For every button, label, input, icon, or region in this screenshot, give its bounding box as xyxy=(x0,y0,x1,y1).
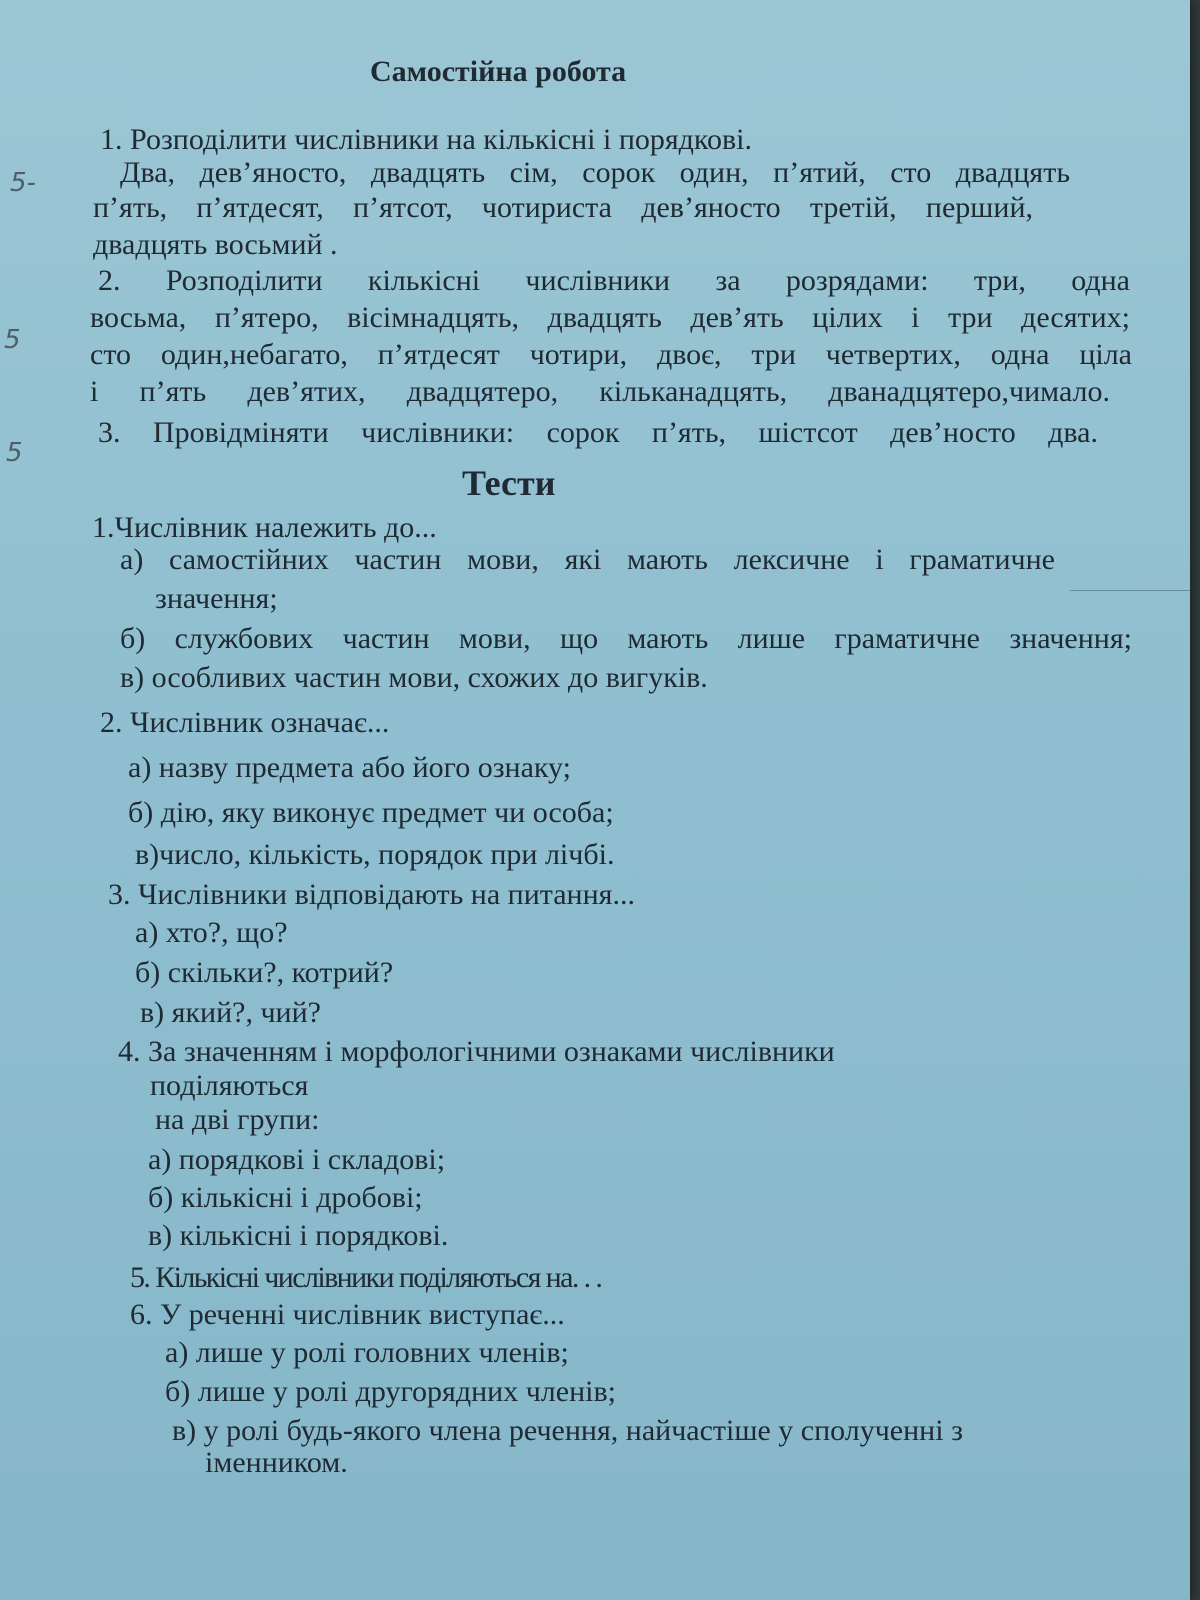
test4-question: 4. За значенням і морфологічними ознаками числівники xyxy=(118,1035,835,1068)
task1-heading: 1. Розподілити числівники на кількісні і порядкові. xyxy=(100,123,752,156)
test4-option-a: а) порядкові і складові; xyxy=(148,1143,446,1176)
test2-option-c: в)число, кількість, порядок при лічбі. xyxy=(135,838,615,871)
test4-question-cont: на дві групи: xyxy=(155,1103,320,1136)
test3-option-a: а) хто?, що? xyxy=(135,916,288,949)
test6-option-c: в) у ролі будь-якого члена речення, найчастіше у сполученні з xyxy=(172,1414,963,1447)
task3-line: 3. Провідміняти числівники: сорок п’ять, шістсот дев’носто два. xyxy=(98,416,1098,449)
task1-line: Два, дев’яносто, двадцять сім, сорок один, п’ятий, сто двадцять xyxy=(120,156,1070,189)
test4-option-b: б) кількісні і дробові; xyxy=(148,1181,423,1214)
test3-question: 3. Числівники відповідають на питання... xyxy=(108,878,635,911)
test2-option-b: б) дію, яку виконує предмет чи особа; xyxy=(128,796,614,829)
test3-option-b: б) скільки?, котрий? xyxy=(135,956,394,989)
test3-option-c: в) який?, чий? xyxy=(140,996,321,1029)
task2-line: 2. Розподілити кількісні числівники за розрядами: три, одна xyxy=(98,264,1130,297)
test1-option-a: а) самостійних частин мови, які мають лексичне і граматичне xyxy=(120,543,1055,576)
task2-line: і п’ять дев’ятих, двадцятеро, кільканадцять, дванадцятеро,чимало. xyxy=(90,375,1110,408)
task2-line: восьма, п’ятеро, вісімнадцять, двадцять дев’ять цілих і три десятих; xyxy=(90,301,1130,334)
test5-question: 5. Кількісні числівники поділяються на. . . xyxy=(130,1261,602,1294)
margin-mark: 5 xyxy=(4,325,21,355)
test6-option-a: а) лише у ролі головних членів; xyxy=(165,1336,569,1369)
test1-question: 1.Числівник належить до... xyxy=(92,511,437,544)
task1-line: двадцять восьмий . xyxy=(93,228,338,261)
task2-line: сто один,небагато, п’ятдесят чотири, двоє, три четвертих, одна ціла xyxy=(90,338,1132,371)
tests-title: Тести xyxy=(462,463,556,503)
page-title: Самостійна робота xyxy=(370,55,627,88)
test1-option-c: в) особливих частин мови, схожих до вигуків. xyxy=(120,661,708,694)
test4-question-cont: поділяються xyxy=(150,1069,309,1102)
test6-option-b: б) лише у ролі другорядних членів; xyxy=(165,1375,616,1408)
test6-option-c-cont: іменником. xyxy=(205,1446,348,1479)
test2-question: 2. Числівник означає... xyxy=(100,706,390,739)
margin-mark: 5 xyxy=(6,438,23,468)
test4-option-c: в) кількісні і порядкові. xyxy=(148,1219,449,1252)
test2-option-a: а) назву предмета або його ознаку; xyxy=(128,751,571,784)
test1-option-a-cont: значення; xyxy=(155,582,278,615)
pen-stroke xyxy=(1070,590,1190,591)
test6-question: 6. У реченні числівник виступає... xyxy=(130,1298,565,1331)
test1-option-b: б) службових частин мови, що мають лише граматичне значення; xyxy=(120,622,1132,655)
task1-line: п’ять, п’ятдесят, п’ятсот, чотириста дев’яносто третій, перший, xyxy=(93,191,1033,224)
margin-mark: 5- xyxy=(10,168,36,198)
